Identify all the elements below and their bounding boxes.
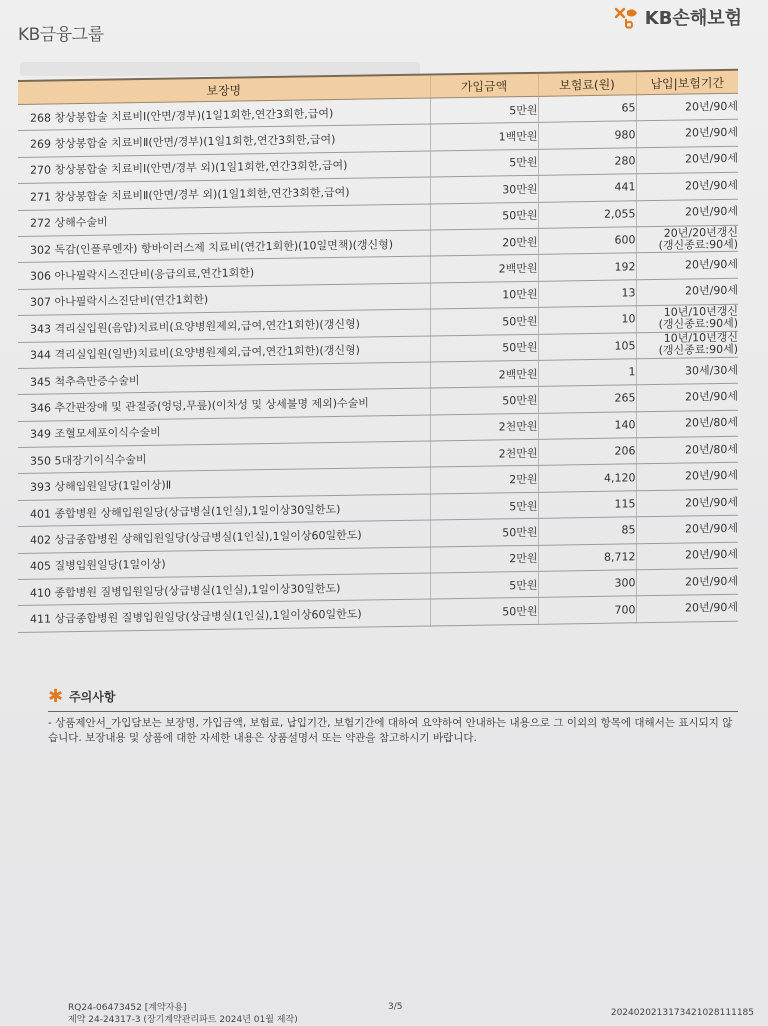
premium-cell: 105	[538, 332, 636, 360]
kb-insurance-logo	[613, 4, 742, 30]
term-main: 10년/10년갱신	[663, 304, 738, 319]
notice-section	[48, 685, 738, 746]
coverage-name-cell: 270 창상봉합술 치료비Ⅰ(안면/경부 외)(1일1회한,연간3회한,급여)	[18, 151, 430, 184]
term-cell: 30세/30세	[636, 357, 738, 385]
page-number: 3/5	[388, 1002, 403, 1012]
amount-cell: 50만원	[430, 519, 538, 547]
amount-cell: 5만원	[430, 96, 538, 124]
coverage-name-cell: 269 창상봉합술 치료비Ⅱ(안면/경부)(1일1회한,연간3회한,급여)	[18, 124, 430, 157]
premium-cell: 980	[538, 121, 636, 149]
term-cell: 20년/90세	[636, 252, 738, 280]
coverage-name-cell: 302 독감(인플루엔자) 항바이러스제 치료비(연간1회한)(10일면책)(갱신형)	[18, 230, 430, 263]
amount-cell: 5만원	[430, 571, 538, 599]
amount-cell: 2천만원	[430, 413, 538, 441]
document-id: 2024020213173421028111185	[610, 1008, 754, 1018]
col-coverage-name: 보장명	[18, 75, 430, 105]
term-cell	[636, 331, 738, 359]
premium-cell: 1	[538, 359, 636, 387]
amount-cell: 10만원	[430, 281, 538, 309]
term-cell: 20년/90세	[636, 595, 738, 623]
kb-financial-group-logo: KB금융그룹	[18, 25, 104, 45]
asterisk-icon: ✱	[48, 685, 64, 707]
coverage-name-cell: 393 상해입원일당(1일이상)Ⅱ	[18, 467, 430, 500]
premium-cell: 13	[538, 280, 636, 308]
amount-cell: 2백만원	[430, 360, 538, 388]
footer-line2: 제약 24-24317-3 (장기계약관리파트 2024년 01월 제작)	[68, 1015, 298, 1025]
term-cell: 20년/90세	[636, 93, 738, 121]
footer-left	[68, 1002, 298, 1026]
amount-cell: 30만원	[430, 176, 538, 204]
coverage-name-cell: 350 5대장기이식수술비	[18, 441, 430, 474]
coverage-name-cell: 272 상해수술비	[18, 204, 430, 237]
amount-cell: 2백만원	[430, 255, 538, 283]
col-amount: 가입금액	[430, 73, 538, 98]
amount-cell: 2천만원	[430, 439, 538, 467]
term-cell: 20년/90세	[636, 120, 738, 148]
col-premium: 보험료(원)	[538, 71, 636, 96]
premium-cell: 85	[538, 517, 636, 545]
term-cell: 20년/90세	[636, 568, 738, 596]
coverage-name-cell: 307 아나필락시스진단비(연간1회한)	[18, 283, 430, 316]
term-cell: 20년/90세	[636, 383, 738, 411]
term-cell: 20년/90세	[636, 199, 738, 227]
premium-cell: 280	[538, 148, 636, 176]
term-cell: 20년/90세	[636, 542, 738, 570]
amount-cell: 50만원	[430, 334, 538, 362]
notice-title: 주의사항	[69, 690, 116, 704]
premium-cell: 300	[538, 570, 636, 598]
premium-cell: 2,055	[538, 200, 636, 228]
term-cell	[636, 304, 738, 332]
premium-cell: 115	[538, 491, 636, 519]
premium-cell: 700	[538, 596, 636, 624]
kb-insurance-name: KB손해보험	[644, 8, 742, 29]
amount-cell: 2만원	[430, 466, 538, 494]
premium-cell: 8,712	[538, 543, 636, 571]
amount-cell: 50만원	[430, 307, 538, 335]
premium-cell: 140	[538, 411, 636, 439]
coverage-name-cell: 410 종합병원 질병입원일당(상급병실(1인실),1일이상30일한도)	[18, 573, 430, 606]
term-cell: 20년/90세	[636, 146, 738, 174]
premium-cell: 4,120	[538, 464, 636, 492]
premium-cell: 441	[538, 174, 636, 202]
notice-divider	[48, 711, 738, 712]
coverage-name-cell: 349 조혈모세포이식수술비	[18, 415, 430, 448]
term-cell: 20년/90세	[636, 463, 738, 491]
term-renewal-note: (갱신종료:90세)	[658, 342, 738, 358]
term-cell: 20년/90세	[636, 489, 738, 517]
coverage-name-cell: 306 아나필락시스진단비(응급의료,연간1회한)	[18, 256, 430, 289]
term-cell: 20년/90세	[636, 515, 738, 543]
amount-cell: 50만원	[430, 387, 538, 415]
amount-cell: 20만원	[430, 228, 538, 256]
term-renewal-note: (갱신종료:90세)	[658, 237, 738, 252]
notice-body: - 상품제안서_가입담보는 보장명, 가입금액, 보험료, 납입기간, 보험기간에 대하여 요약하여 안내하는 내용으로 그 이외의 항목에 대해서는 표시되지 않습니다. 보장내용 및 상품에 대한 자세한 내용은 상품설명서 또는 약관을 참고하시기 바랍니다.	[48, 717, 733, 744]
term-main: 10년/10년갱신	[663, 330, 738, 346]
premium-cell: 206	[538, 438, 636, 466]
coverage-name-cell: 344 격리실입원(일반)치료비(요양병원제외,급여,연간1회한)(갱신형)	[18, 336, 430, 369]
kb-star-icon	[613, 5, 641, 29]
term-cell	[636, 225, 738, 253]
coverage-name-cell: 343 격리실입원(음압)치료비(요양병원제외,급여,연간1회한)(갱신형)	[18, 309, 430, 342]
col-term: 납입|보험기간	[636, 70, 738, 95]
coverage-name-cell: 405 질병입원일당(1일이상)	[18, 547, 430, 580]
amount-cell: 5만원	[430, 492, 538, 520]
premium-cell: 65	[538, 95, 636, 123]
coverage-name-cell: 345 척추측만증수술비	[18, 362, 430, 395]
coverage-name-cell: 268 창상봉합술 치료비Ⅰ(안면/경부)(1일1회한,연간3회한,급여)	[18, 98, 430, 131]
amount-cell: 50만원	[430, 202, 538, 230]
footer-code-note: [계약자용]	[144, 1003, 187, 1013]
term-renewal-note: (갱신종료:90세)	[658, 316, 738, 331]
term-cell: 20년/90세	[636, 172, 738, 200]
amount-cell: 5만원	[430, 149, 538, 177]
coverage-name-cell: 271 창상봉합술 치료비Ⅱ(안면/경부 외)(1일1회한,연간3회한,급여)	[18, 177, 430, 210]
coverage-name-cell: 411 상급종합병원 질병입원일당(상급병실(1인실),1일이상60일한도)	[18, 599, 430, 632]
coverage-name-cell: 401 종합병원 상해입원일당(상급병실(1인실),1일이상30일한도)	[18, 494, 430, 527]
notice-header	[48, 685, 738, 707]
amount-cell: 1백만원	[430, 123, 538, 151]
amount-cell: 50만원	[430, 598, 538, 626]
coverage-name-cell: 402 상급종합병원 상해입원일당(상급병실(1인실),1일이상60일한도)	[18, 520, 430, 553]
coverage-table	[18, 69, 738, 633]
premium-cell: 10	[538, 306, 636, 334]
coverage-name-cell: 346 추간판장애 및 관절증(엉덩,무릎)(이차성 및 상세불명 제외)수술비	[18, 388, 430, 421]
term-main: 20년/20년갱신	[663, 225, 738, 240]
premium-cell: 600	[538, 227, 636, 255]
premium-cell: 192	[538, 253, 636, 281]
term-cell: 20년/80세	[636, 436, 738, 464]
footer-code: RQ24-06473452	[68, 1003, 142, 1013]
premium-cell: 265	[538, 385, 636, 413]
term-cell: 20년/80세	[636, 410, 738, 438]
term-cell: 20년/90세	[636, 278, 738, 306]
amount-cell: 2만원	[430, 545, 538, 573]
